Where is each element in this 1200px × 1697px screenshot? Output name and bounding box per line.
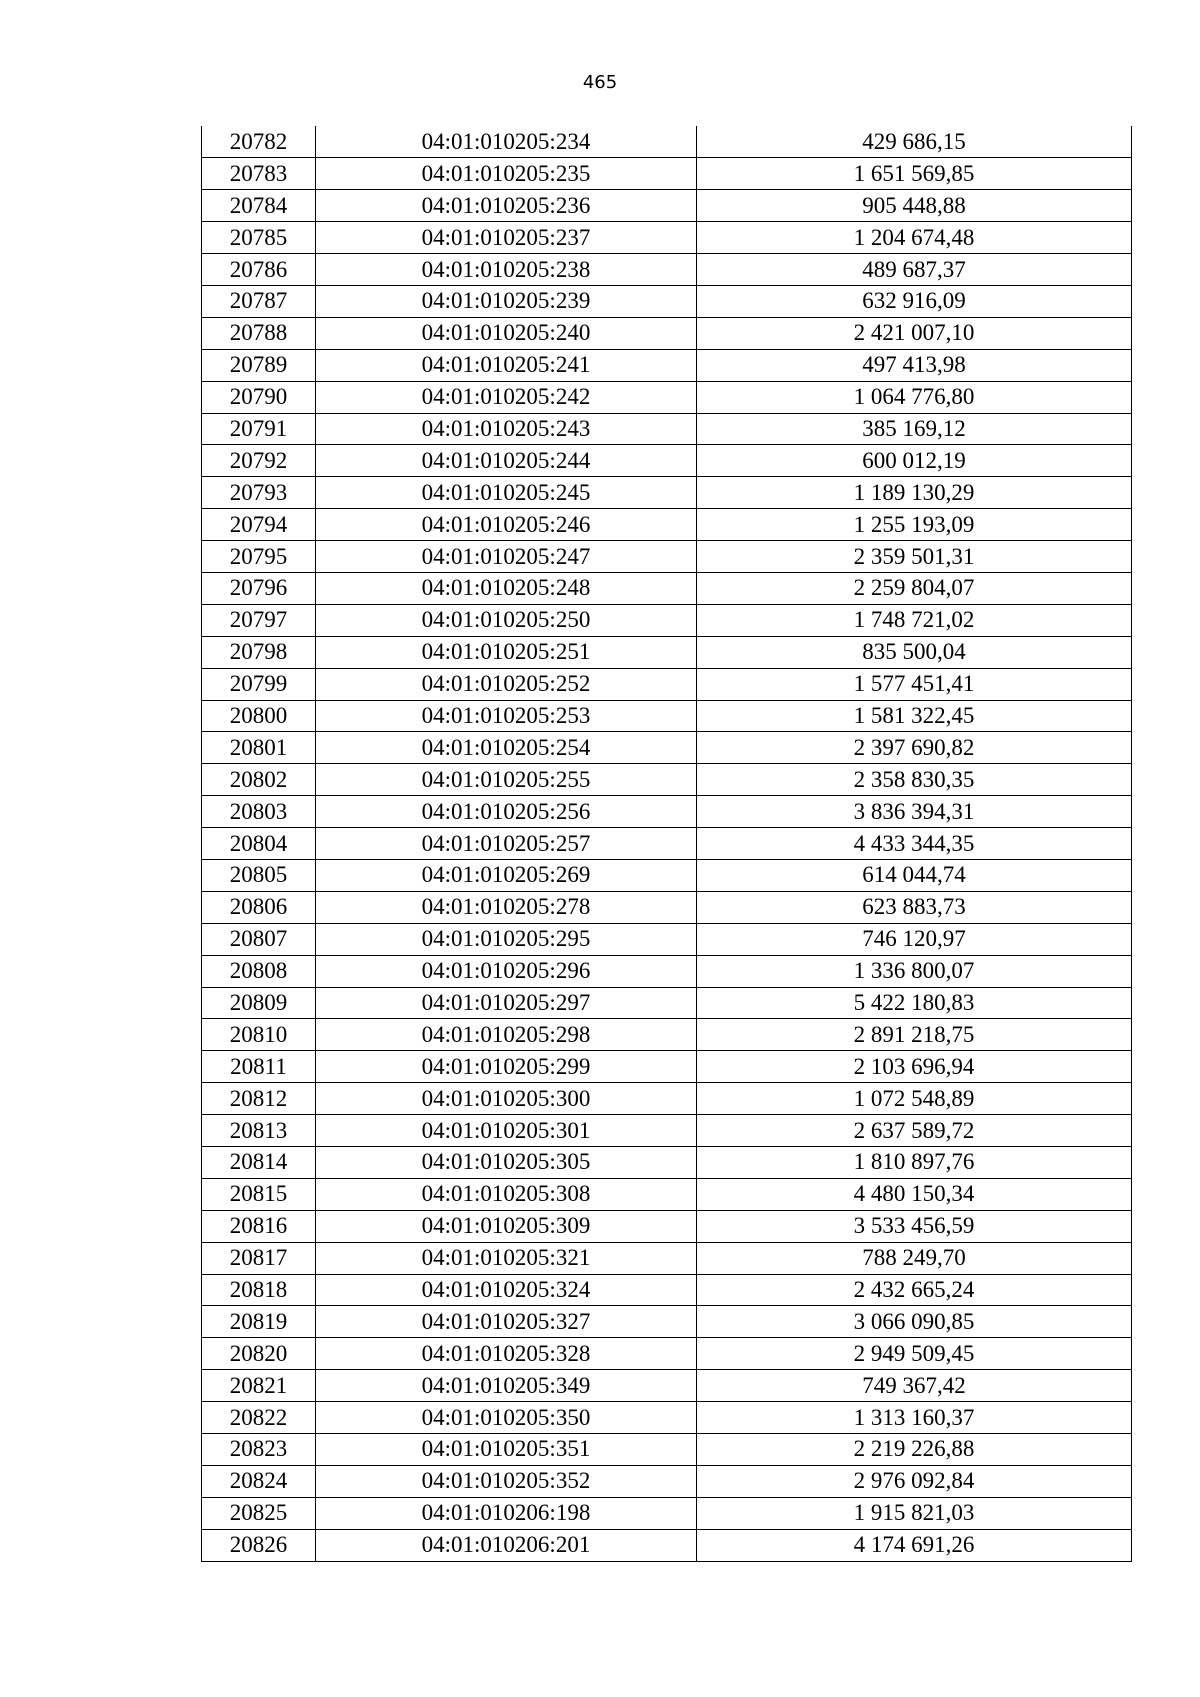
cadastral-value-cell: 749 367,42 (697, 1370, 1132, 1402)
cadastral-number-cell: 04:01:010205:252 (316, 668, 697, 700)
row-number-cell: 20799 (202, 668, 316, 700)
cadastral-value-cell: 4 433 344,35 (697, 828, 1132, 860)
table-row (202, 349, 1132, 381)
table-row (202, 413, 1132, 445)
row-number-cell: 20817 (202, 1242, 316, 1274)
table-row (202, 1434, 1132, 1466)
cadastral-value-cell: 1 189 130,29 (697, 477, 1132, 509)
cadastral-value-cell: 905 448,88 (697, 190, 1132, 222)
cadastral-number-cell: 04:01:010205:309 (316, 1210, 697, 1242)
table-row (202, 796, 1132, 828)
row-number-cell: 20801 (202, 732, 316, 764)
cadastral-number-cell: 04:01:010205:250 (316, 604, 697, 636)
cadastral-number-cell: 04:01:010205:241 (316, 349, 697, 381)
cadastral-number-cell: 04:01:010205:234 (316, 126, 697, 158)
cadastral-value-cell: 3 533 456,59 (697, 1210, 1132, 1242)
table-row (202, 859, 1132, 891)
cadastral-number-cell: 04:01:010205:300 (316, 1083, 697, 1115)
row-number-cell: 20804 (202, 828, 316, 860)
cadastral-value-cell: 2 949 509,45 (697, 1338, 1132, 1370)
table-row (202, 445, 1132, 477)
row-number-cell: 20825 (202, 1497, 316, 1529)
row-number-cell: 20807 (202, 923, 316, 955)
cadastral-number-cell: 04:01:010205:351 (316, 1434, 697, 1466)
cadastral-number-cell: 04:01:010205:269 (316, 859, 697, 891)
row-number-cell: 20820 (202, 1338, 316, 1370)
cadastral-value-cell: 1 915 821,03 (697, 1497, 1132, 1529)
cadastral-number-cell: 04:01:010205:296 (316, 955, 697, 987)
row-number-cell: 20818 (202, 1274, 316, 1306)
table-row (202, 317, 1132, 349)
row-number-cell: 20785 (202, 222, 316, 254)
row-number-cell: 20816 (202, 1210, 316, 1242)
cadastral-value-cell: 614 044,74 (697, 859, 1132, 891)
cadastral-value-cell: 497 413,98 (697, 349, 1132, 381)
table-row (202, 1306, 1132, 1338)
table-row (202, 1529, 1132, 1561)
cadastral-value-cell: 1 072 548,89 (697, 1083, 1132, 1115)
table-row (202, 1210, 1132, 1242)
cadastral-value-cell: 1 810 897,76 (697, 1147, 1132, 1179)
cadastral-number-cell: 04:01:010205:238 (316, 254, 697, 286)
cadastral-number-cell: 04:01:010205:321 (316, 1242, 697, 1274)
cadastral-number-cell: 04:01:010205:295 (316, 923, 697, 955)
row-number-cell: 20810 (202, 1019, 316, 1051)
row-number-cell: 20789 (202, 349, 316, 381)
cadastral-value-cell: 2 976 092,84 (697, 1465, 1132, 1497)
cadastral-value-cell: 2 432 665,24 (697, 1274, 1132, 1306)
cadastral-value-cell: 489 687,37 (697, 254, 1132, 286)
row-number-cell: 20784 (202, 190, 316, 222)
row-number-cell: 20803 (202, 796, 316, 828)
cadastral-number-cell: 04:01:010205:248 (316, 572, 697, 604)
page-number: 465 (582, 72, 618, 93)
table-row (202, 1370, 1132, 1402)
table-row (202, 1115, 1132, 1147)
row-number-cell: 20809 (202, 987, 316, 1019)
row-number-cell: 20805 (202, 859, 316, 891)
row-number-cell: 20806 (202, 891, 316, 923)
cadastral-value-cell: 385 169,12 (697, 413, 1132, 445)
table-row (202, 254, 1132, 286)
cadastral-number-cell: 04:01:010205:255 (316, 764, 697, 796)
cadastral-value-cell: 1 255 193,09 (697, 509, 1132, 541)
row-number-cell: 20787 (202, 285, 316, 317)
cadastral-number-cell: 04:01:010205:328 (316, 1338, 697, 1370)
row-number-cell: 20802 (202, 764, 316, 796)
table-row (202, 381, 1132, 413)
table-row (202, 285, 1132, 317)
row-number-cell: 20782 (202, 126, 316, 158)
row-number-cell: 20792 (202, 445, 316, 477)
table-row (202, 700, 1132, 732)
cadastral-value-cell: 1 064 776,80 (697, 381, 1132, 413)
cadastral-value-cell: 1 581 322,45 (697, 700, 1132, 732)
cadastral-number-cell: 04:01:010205:242 (316, 381, 697, 413)
table-row (202, 1274, 1132, 1306)
row-number-cell: 20823 (202, 1434, 316, 1466)
row-number-cell: 20824 (202, 1465, 316, 1497)
row-number-cell: 20798 (202, 636, 316, 668)
cadastral-number-cell: 04:01:010205:247 (316, 541, 697, 573)
row-number-cell: 20819 (202, 1306, 316, 1338)
cadastral-value-cell: 1 313 160,37 (697, 1402, 1132, 1434)
table-row (202, 987, 1132, 1019)
cadastral-number-cell: 04:01:010205:352 (316, 1465, 697, 1497)
row-number-cell: 20795 (202, 541, 316, 573)
cadastral-value-cell: 2 397 690,82 (697, 732, 1132, 764)
cadastral-value-cell: 429 686,15 (697, 126, 1132, 158)
row-number-cell: 20793 (202, 477, 316, 509)
table-row (202, 158, 1132, 190)
row-number-cell: 20822 (202, 1402, 316, 1434)
table-row (202, 1465, 1132, 1497)
table-row (202, 509, 1132, 541)
row-number-cell: 20821 (202, 1370, 316, 1402)
cadastral-value-cell: 2 637 589,72 (697, 1115, 1132, 1147)
cadastral-value-cell: 1 748 721,02 (697, 604, 1132, 636)
table-row (202, 604, 1132, 636)
cadastral-value-cell: 2 358 830,35 (697, 764, 1132, 796)
cadastral-number-cell: 04:01:010205:327 (316, 1306, 697, 1338)
table-row (202, 1402, 1132, 1434)
table-row (202, 541, 1132, 573)
row-number-cell: 20788 (202, 317, 316, 349)
cadastral-number-cell: 04:01:010206:201 (316, 1529, 697, 1561)
cadastral-value-cell: 4 174 691,26 (697, 1529, 1132, 1561)
table-row (202, 891, 1132, 923)
table-row (202, 668, 1132, 700)
cadastral-number-cell: 04:01:010205:257 (316, 828, 697, 860)
cadastral-number-cell: 04:01:010205:239 (316, 285, 697, 317)
cadastral-value-cell: 5 422 180,83 (697, 987, 1132, 1019)
cadastral-number-cell: 04:01:010205:350 (316, 1402, 697, 1434)
table-row (202, 828, 1132, 860)
cadastral-number-cell: 04:01:010205:236 (316, 190, 697, 222)
cadastral-number-cell: 04:01:010205:324 (316, 1274, 697, 1306)
cadastral-number-cell: 04:01:010205:246 (316, 509, 697, 541)
cadastral-value-cell: 1 651 569,85 (697, 158, 1132, 190)
table-row (202, 764, 1132, 796)
cadastral-value-cell: 4 480 150,34 (697, 1178, 1132, 1210)
cadastral-value-cell: 1 204 674,48 (697, 222, 1132, 254)
row-number-cell: 20790 (202, 381, 316, 413)
row-number-cell: 20811 (202, 1051, 316, 1083)
table-row (202, 955, 1132, 987)
cadastral-number-cell: 04:01:010205:235 (316, 158, 697, 190)
cadastral-number-cell: 04:01:010205:253 (316, 700, 697, 732)
row-number-cell: 20797 (202, 604, 316, 636)
cadastral-number-cell: 04:01:010205:349 (316, 1370, 697, 1402)
cadastral-value-cell: 1 336 800,07 (697, 955, 1132, 987)
cadastral-value-cell: 3 066 090,85 (697, 1306, 1132, 1338)
cadastral-value-cell: 1 577 451,41 (697, 668, 1132, 700)
row-number-cell: 20796 (202, 572, 316, 604)
cadastral-value-cell: 632 916,09 (697, 285, 1132, 317)
row-number-cell: 20826 (202, 1529, 316, 1561)
table-row (202, 1242, 1132, 1274)
row-number-cell: 20815 (202, 1178, 316, 1210)
cadastral-number-cell: 04:01:010206:198 (316, 1497, 697, 1529)
table-row (202, 923, 1132, 955)
row-number-cell: 20783 (202, 158, 316, 190)
row-number-cell: 20808 (202, 955, 316, 987)
cadastral-value-cell: 623 883,73 (697, 891, 1132, 923)
cadastral-number-cell: 04:01:010205:251 (316, 636, 697, 668)
cadastral-value-cell: 2 891 218,75 (697, 1019, 1132, 1051)
cadastral-value-cell: 746 120,97 (697, 923, 1132, 955)
cadastral-value-cell: 835 500,04 (697, 636, 1132, 668)
table-row (202, 1083, 1132, 1115)
cadastral-value-cell: 788 249,70 (697, 1242, 1132, 1274)
cadastral-number-cell: 04:01:010205:256 (316, 796, 697, 828)
cadastral-number-cell: 04:01:010205:301 (316, 1115, 697, 1147)
cadastral-number-cell: 04:01:010205:245 (316, 477, 697, 509)
row-number-cell: 20812 (202, 1083, 316, 1115)
row-number-cell: 20813 (202, 1115, 316, 1147)
cadastral-number-cell: 04:01:010205:244 (316, 445, 697, 477)
row-number-cell: 20786 (202, 254, 316, 286)
cadastral-number-cell: 04:01:010205:305 (316, 1147, 697, 1179)
table-row (202, 1147, 1132, 1179)
cadastral-number-cell: 04:01:010205:278 (316, 891, 697, 923)
table-row (202, 190, 1132, 222)
cadastral-number-cell: 04:01:010205:240 (316, 317, 697, 349)
table-row (202, 477, 1132, 509)
cadastral-value-cell: 2 359 501,31 (697, 541, 1132, 573)
cadastral-value-table (201, 126, 1132, 1562)
cadastral-number-cell: 04:01:010205:298 (316, 1019, 697, 1051)
table-row (202, 1497, 1132, 1529)
table-row (202, 572, 1132, 604)
cadastral-number-cell: 04:01:010205:299 (316, 1051, 697, 1083)
table-body (202, 126, 1132, 1561)
table-row (202, 1338, 1132, 1370)
table-row (202, 1019, 1132, 1051)
cadastral-value-cell: 2 219 226,88 (697, 1434, 1132, 1466)
cadastral-value-cell: 2 103 696,94 (697, 1051, 1132, 1083)
table-row (202, 1178, 1132, 1210)
cadastral-number-cell: 04:01:010205:297 (316, 987, 697, 1019)
cadastral-number-cell: 04:01:010205:243 (316, 413, 697, 445)
table-row (202, 126, 1132, 158)
table-row (202, 732, 1132, 764)
cadastral-value-cell: 3 836 394,31 (697, 796, 1132, 828)
cadastral-value-cell: 600 012,19 (697, 445, 1132, 477)
cadastral-number-cell: 04:01:010205:254 (316, 732, 697, 764)
cadastral-value-cell: 2 421 007,10 (697, 317, 1132, 349)
row-number-cell: 20791 (202, 413, 316, 445)
cadastral-number-cell: 04:01:010205:308 (316, 1178, 697, 1210)
row-number-cell: 20814 (202, 1147, 316, 1179)
cadastral-value-cell: 2 259 804,07 (697, 572, 1132, 604)
cadastral-number-cell: 04:01:010205:237 (316, 222, 697, 254)
row-number-cell: 20800 (202, 700, 316, 732)
row-number-cell: 20794 (202, 509, 316, 541)
table-row (202, 1051, 1132, 1083)
table-row (202, 222, 1132, 254)
table-row (202, 636, 1132, 668)
